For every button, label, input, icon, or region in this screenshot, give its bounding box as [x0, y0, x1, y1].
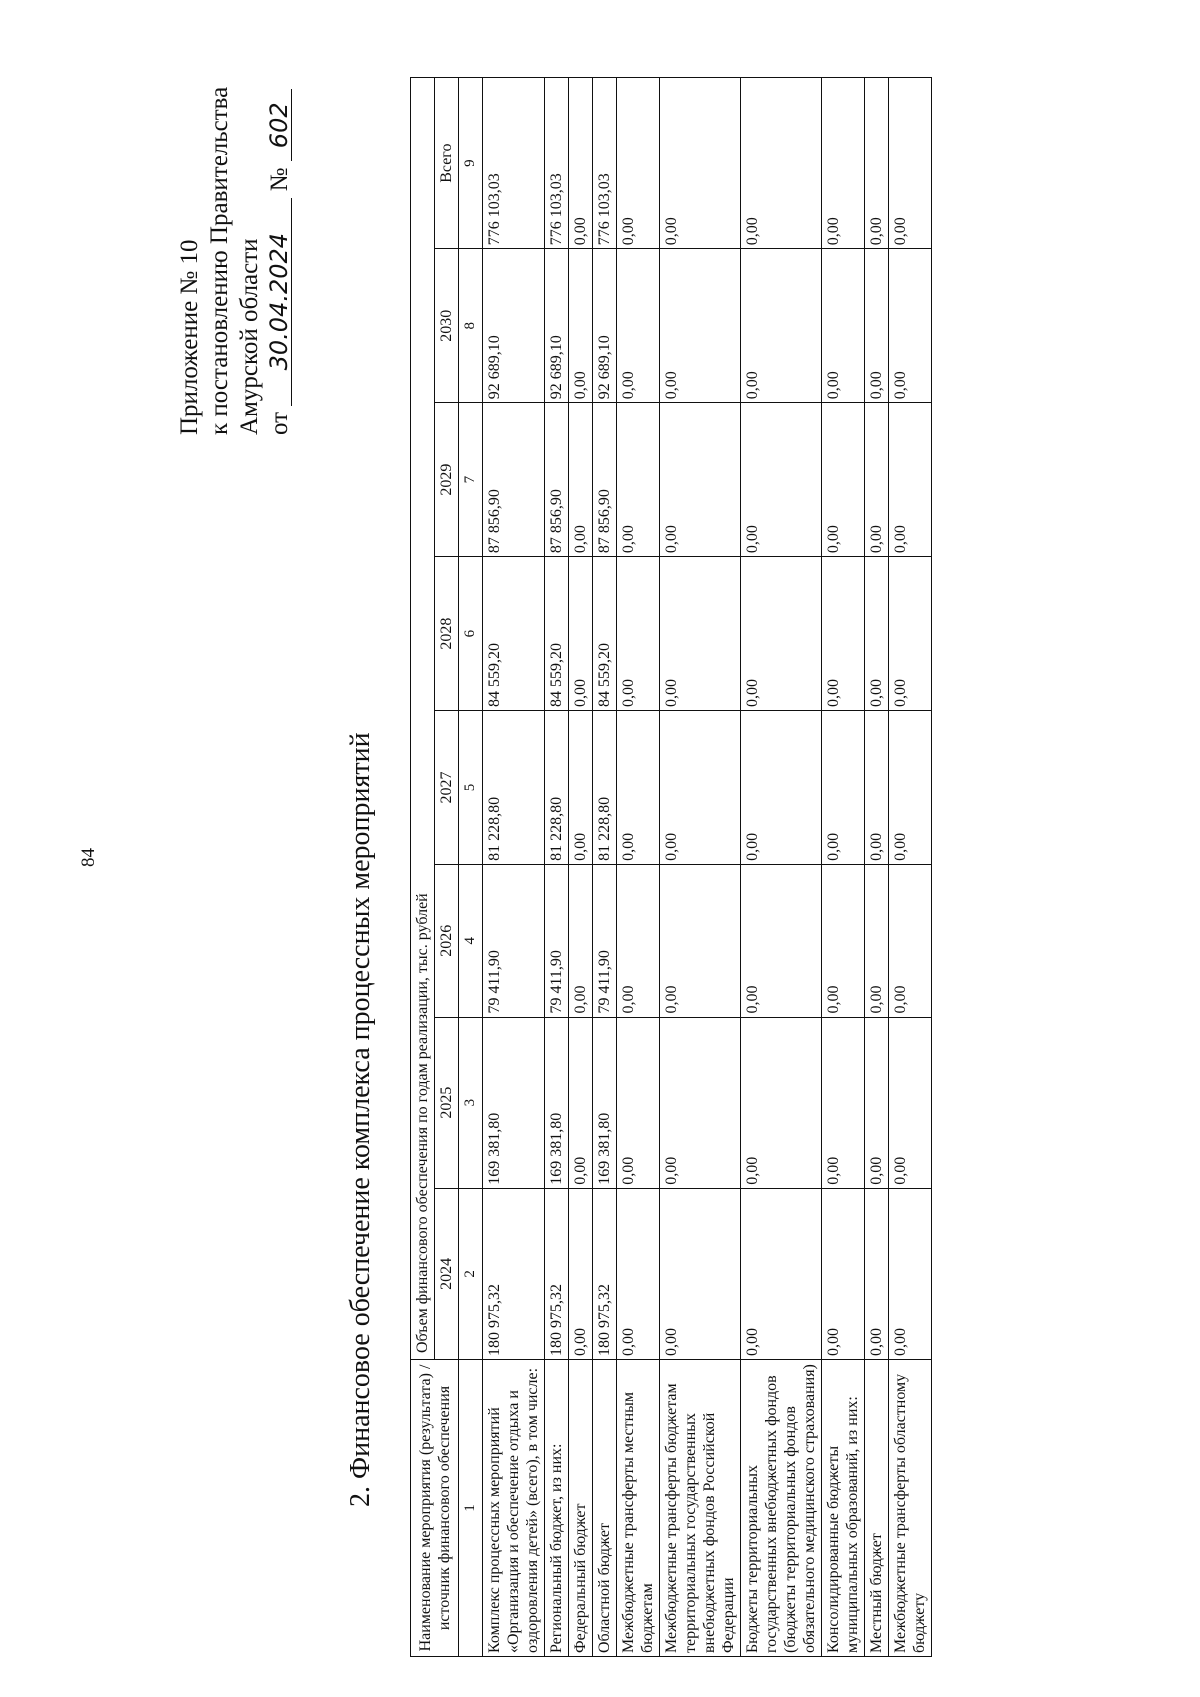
- row-total: 0,00: [660, 78, 741, 249]
- row-value: 0,00: [889, 864, 932, 1017]
- column-number: 3: [459, 1017, 483, 1188]
- row-value: 92 689,10: [593, 249, 617, 403]
- row-value: 0,00: [660, 403, 741, 557]
- row-value: 0,00: [865, 864, 889, 1017]
- row-total: 0,00: [865, 78, 889, 249]
- row-value: 79 411,90: [593, 864, 617, 1017]
- row-value: 0,00: [865, 1017, 889, 1188]
- row-value: 0,00: [741, 557, 822, 711]
- row-value: 0,00: [617, 557, 660, 711]
- row-value: 87 856,90: [483, 403, 545, 557]
- row-value: 84 559,20: [593, 557, 617, 711]
- header-year: 2030: [435, 249, 459, 403]
- row-value: 0,00: [617, 1188, 660, 1359]
- approval-line-3: Амурской области: [236, 238, 263, 435]
- row-value: 0,00: [822, 711, 865, 865]
- table-row: [660, 78, 741, 1657]
- row-value: 81 228,80: [593, 711, 617, 865]
- row-value: 0,00: [617, 249, 660, 403]
- column-number: 6: [459, 557, 483, 711]
- header-year: 2027: [435, 711, 459, 865]
- row-value: 180 975,32: [593, 1188, 617, 1359]
- row-value: 79 411,90: [545, 864, 569, 1017]
- row-total: 776 103,03: [593, 78, 617, 249]
- header-name: Наименование мероприятия (результата) / источник финансового обеспечения: [411, 1360, 459, 1657]
- handwritten-date: 30.04.2024: [267, 198, 292, 406]
- row-value: 0,00: [741, 403, 822, 557]
- row-value: 0,00: [660, 557, 741, 711]
- row-value: 0,00: [617, 403, 660, 557]
- row-name: Консолидированные бюджеты муниципальных образований, из них:: [822, 1360, 865, 1657]
- row-total: 0,00: [617, 78, 660, 249]
- row-value: 0,00: [822, 403, 865, 557]
- number-label: №: [266, 167, 293, 192]
- row-value: 81 228,80: [483, 711, 545, 865]
- row-value: 0,00: [822, 864, 865, 1017]
- row-value: 0,00: [822, 1188, 865, 1359]
- row-value: 180 975,32: [483, 1188, 545, 1359]
- column-number: 2: [459, 1188, 483, 1359]
- row-value: 0,00: [660, 1188, 741, 1359]
- table-row: [593, 78, 617, 1657]
- row-total: 0,00: [741, 78, 822, 249]
- column-number: 4: [459, 864, 483, 1017]
- row-name: Федеральный бюджет: [569, 1360, 593, 1657]
- table-row: [822, 78, 865, 1657]
- row-name: Комплекс процессных мероприятий «Организация и обеспечение отдыха и оздоровления детей» (всего), в том числе:: [483, 1360, 545, 1657]
- header-total: Всего: [435, 78, 459, 249]
- row-name: Местный бюджет: [865, 1360, 889, 1657]
- row-value: 0,00: [822, 557, 865, 711]
- row-value: 0,00: [660, 249, 741, 403]
- approval-date-line: [265, 87, 295, 435]
- row-name: Областной бюджет: [593, 1360, 617, 1657]
- table-row: [483, 78, 545, 1657]
- financing-table: [410, 77, 932, 1657]
- row-name: Бюджеты территориальных государственных внебюджетных фондов (бюджеты территориальных фондов обязательного медицинского страхования): [741, 1360, 822, 1657]
- row-value: 0,00: [660, 1017, 741, 1188]
- row-total: 0,00: [569, 78, 593, 249]
- header-year: 2025: [435, 1017, 459, 1188]
- row-value: 180 975,32: [545, 1188, 569, 1359]
- table-row: [617, 78, 660, 1657]
- row-value: 0,00: [889, 711, 932, 865]
- table-row: [741, 78, 822, 1657]
- row-name: Межбюджетные трансферты областному бюджету: [889, 1360, 932, 1657]
- row-value: 87 856,90: [593, 403, 617, 557]
- row-value: 0,00: [865, 557, 889, 711]
- row-value: 0,00: [889, 403, 932, 557]
- row-value: 0,00: [617, 1017, 660, 1188]
- document-title: 2. Финансовое обеспечение комплекса процессных мероприятий: [345, 732, 376, 1507]
- row-value: 0,00: [617, 711, 660, 865]
- row-total: 0,00: [889, 78, 932, 249]
- row-value: 0,00: [741, 711, 822, 865]
- row-value: 0,00: [617, 864, 660, 1017]
- row-value: 0,00: [741, 1017, 822, 1188]
- row-value: 84 559,20: [545, 557, 569, 711]
- row-value: 169 381,80: [483, 1017, 545, 1188]
- table-row: [865, 78, 889, 1657]
- row-value: 84 559,20: [483, 557, 545, 711]
- column-number: 5: [459, 711, 483, 865]
- row-value: 79 411,90: [483, 864, 545, 1017]
- approval-line-1: Приложение № 10: [176, 239, 203, 435]
- table-body: [483, 78, 932, 1657]
- from-label: от: [266, 411, 293, 435]
- table-row: [545, 78, 569, 1657]
- column-number: 7: [459, 403, 483, 557]
- row-value: 0,00: [569, 864, 593, 1017]
- row-value: 92 689,10: [545, 249, 569, 403]
- row-value: 0,00: [660, 864, 741, 1017]
- row-value: 0,00: [865, 711, 889, 865]
- table-row: [889, 78, 932, 1657]
- page-number: 84: [78, 848, 99, 867]
- row-value: 81 228,80: [545, 711, 569, 865]
- header-row-group: [411, 78, 435, 1657]
- handwritten-number: 602: [267, 89, 292, 161]
- header-year: 2024: [435, 1188, 459, 1359]
- row-value: 169 381,80: [545, 1017, 569, 1188]
- column-number: 8: [459, 249, 483, 403]
- row-value: 92 689,10: [483, 249, 545, 403]
- row-value: 0,00: [889, 1188, 932, 1359]
- row-value: 87 856,90: [545, 403, 569, 557]
- row-total: 776 103,03: [545, 78, 569, 249]
- row-name: Межбюджетные трансферты местным бюджетам: [617, 1360, 660, 1657]
- row-name: Межбюджетные трансферты бюджетам территориальных государственных внебюджетных фондов Российской Федерации: [660, 1360, 741, 1657]
- row-value: 0,00: [569, 1188, 593, 1359]
- row-value: 0,00: [569, 557, 593, 711]
- row-name: Региональный бюджет, из них:: [545, 1360, 569, 1657]
- table-row: [569, 78, 593, 1657]
- row-value: 0,00: [741, 1188, 822, 1359]
- row-total: 776 103,03: [483, 78, 545, 249]
- row-value: 0,00: [822, 1017, 865, 1188]
- row-value: 0,00: [741, 864, 822, 1017]
- row-value: 0,00: [741, 249, 822, 403]
- header-row-column-numbers: [459, 78, 483, 1657]
- row-value: 0,00: [660, 711, 741, 865]
- column-number: 9: [459, 78, 483, 249]
- row-value: 0,00: [569, 711, 593, 865]
- row-value: 0,00: [889, 249, 932, 403]
- approval-stamp: [175, 87, 295, 435]
- row-value: 0,00: [822, 249, 865, 403]
- approval-line-2: к постановлению Правительства: [206, 86, 233, 435]
- header-year: 2028: [435, 557, 459, 711]
- header-year: 2026: [435, 864, 459, 1017]
- row-value: 0,00: [569, 1017, 593, 1188]
- header-group: Объем финансового обеспечения по годам реализации, тыс. рублей: [411, 78, 435, 1360]
- row-value: 0,00: [569, 249, 593, 403]
- row-value: 0,00: [865, 1188, 889, 1359]
- row-value: 0,00: [889, 557, 932, 711]
- row-value: 169 381,80: [593, 1017, 617, 1188]
- column-number: 1: [459, 1360, 483, 1657]
- row-value: 0,00: [865, 249, 889, 403]
- row-total: 0,00: [822, 78, 865, 249]
- row-value: 0,00: [569, 403, 593, 557]
- header-year: 2029: [435, 403, 459, 557]
- row-value: 0,00: [865, 403, 889, 557]
- row-value: 0,00: [889, 1017, 932, 1188]
